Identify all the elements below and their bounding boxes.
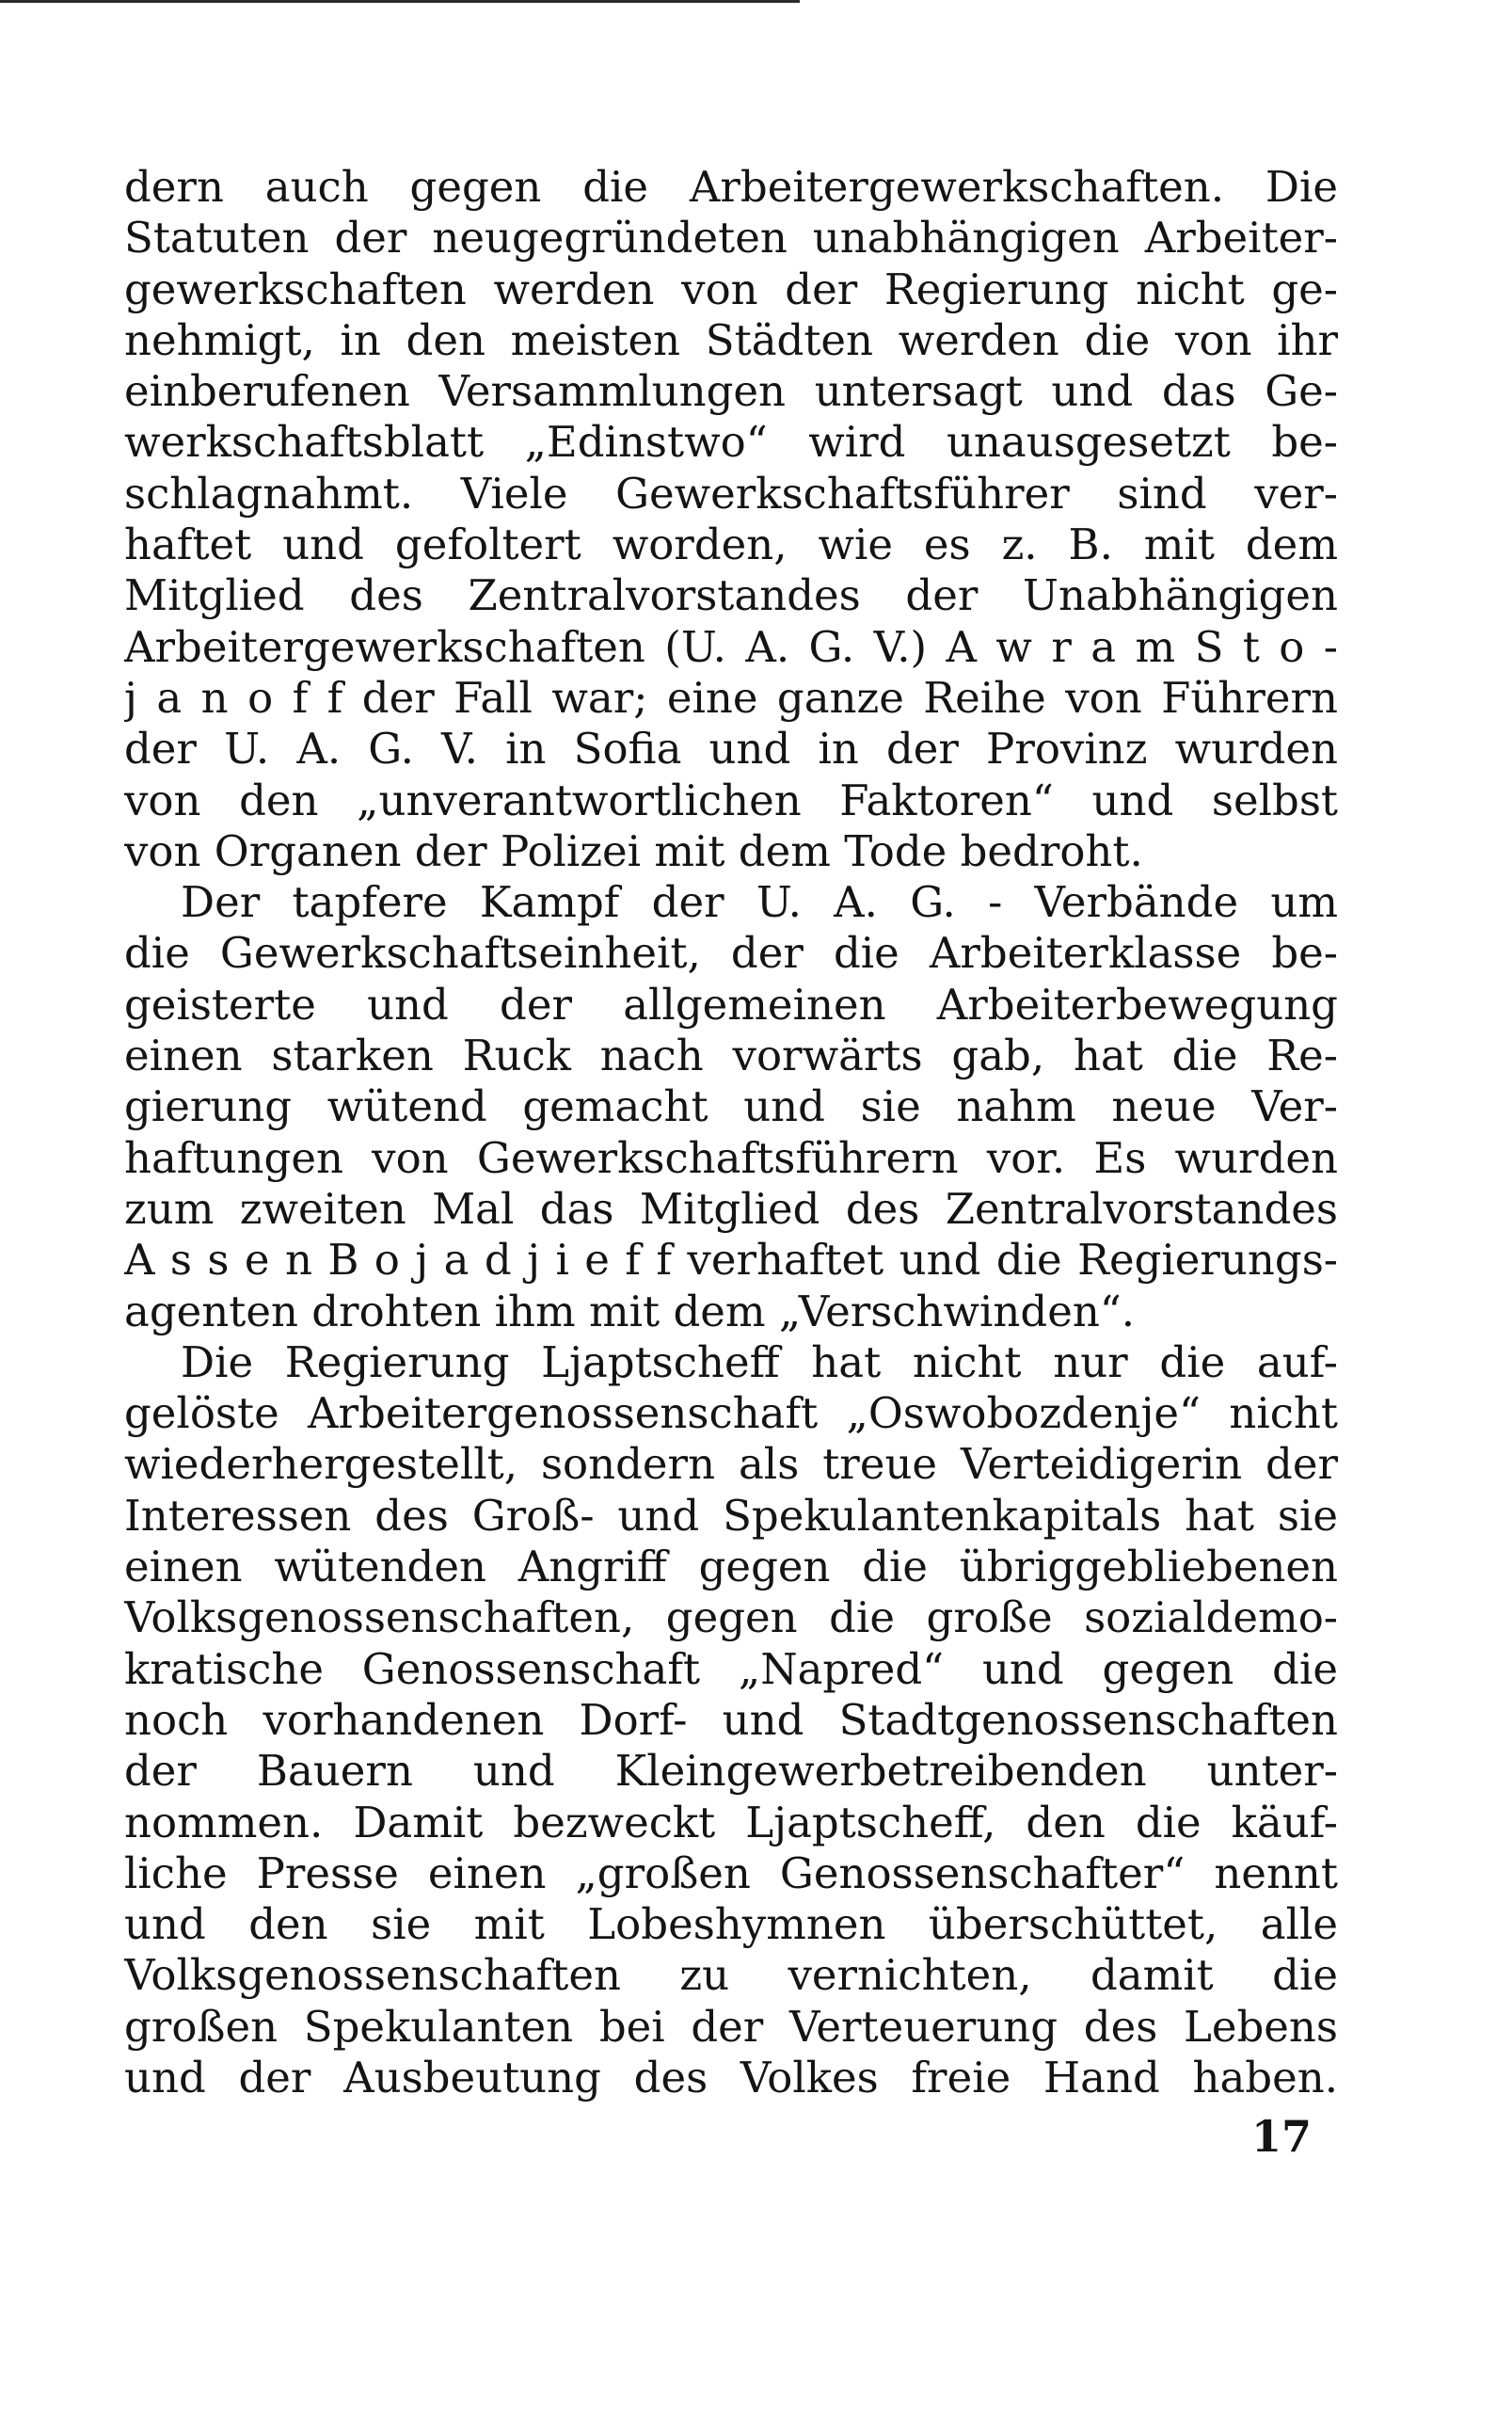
text-line: der U. A. G. V. in Sofia und in der Provinz wurden <box>124 724 1338 775</box>
text-line: Arbeitergewerkschaften (U. A. G. V.) A w r a m S t o - <box>124 621 1338 672</box>
text-line: schlagnahmt. Viele Gewerkschaftsführer sind ver- <box>124 468 1338 519</box>
text-line: haftet und gefoltert worden, wie es z. B. mit dem <box>124 520 1338 570</box>
text-line: die Gewerkschaftseinheit, der die Arbeiterklasse be- <box>124 928 1338 979</box>
text-line: und der Ausbeutung des Volkes freie Hand haben. <box>124 2052 1338 2102</box>
text-line: wiederhergestellt, sondern als treue Verteidigerin der <box>124 1439 1338 1490</box>
text-line: Interessen des Groß- und Spekulantenkapitals hat sie <box>124 1490 1338 1541</box>
paragraph-end-line: agenten drohten ihm mit dem „Verschwinden“. <box>124 1286 1136 1336</box>
text-line: liche Presse einen „großen Genossenschafter“ nennt <box>124 1847 1338 1898</box>
text-line: Volksgenossenschaften zu vernichten, damit die <box>124 1950 1338 2001</box>
text-line: großen Spekulanten bei der Verteuerung des Lebens <box>124 2001 1338 2052</box>
top-border-rule <box>0 0 800 3</box>
text-line: von den „unverantwortlichen Faktoren“ und selbst <box>124 775 1338 825</box>
text-line: gierung wütend gemacht und sie nahm neue Ver- <box>124 1081 1338 1132</box>
text-line: einberufenen Versammlungen untersagt und das Ge- <box>124 366 1338 417</box>
text-line: nehmigt, in den meisten Städten werden die von ihr <box>124 314 1338 365</box>
text-line: noch vorhandenen Dorf- und Stadtgenossenschaften <box>124 1694 1338 1745</box>
paragraph-start-line: Die Regierung Ljaptscheff hat nicht nur die auf- <box>181 1336 1338 1387</box>
text-line: nommen. Damit bezweckt Ljaptscheff, den die käuf- <box>124 1797 1338 1847</box>
text-line: und den sie mit Lobeshymnen überschüttet, alle <box>124 1899 1338 1950</box>
text-line: der Bauern und Kleingewerbetreibenden unter- <box>124 1746 1338 1797</box>
text-line: kratische Genossenschaft „Napred“ und gegen die <box>124 1643 1338 1694</box>
text-line: Statuten der neugegründeten unabhängigen Arbeiter- <box>124 213 1338 264</box>
paragraph-start-line: Der tapfere Kampf der U. A. G. - Verbände um <box>181 877 1338 928</box>
text-line: Volksgenossenschaften, gegen die große sozialdemo- <box>124 1592 1338 1643</box>
text-line: zum zweiten Mal das Mitglied des Zentralvorstandes <box>124 1183 1338 1234</box>
text-line: A s s e n B o j a d j i e f f verhaftet und die Regierungs- <box>124 1235 1338 1286</box>
text-line: gewerkschaften werden von der Regierung nicht ge- <box>124 264 1338 314</box>
text-line: gelöste Arbeitergenossenschaft „Oswobozdenje“ nicht <box>124 1388 1338 1439</box>
text-line: j a n o f f der Fall war; eine ganze Reihe von Führern <box>124 672 1338 723</box>
text-line: haftungen von Gewerkschaftsführern vor. Es wurden <box>124 1132 1338 1183</box>
text-line: Mitglied des Zentralvorstandes der Unabhängigen <box>124 570 1338 621</box>
text-line: einen wütenden Angriff gegen die übriggebliebenen <box>124 1542 1338 1592</box>
text-line: werkschaftsblatt „Edinstwo“ wird unausgesetzt be- <box>124 417 1338 468</box>
text-line: einen starken Ruck nach vorwärts gab, hat die Re- <box>124 1031 1338 1081</box>
text-line: geisterte und der allgemeinen Arbeiterbewegung <box>124 979 1338 1030</box>
page-number: 17 <box>1251 2111 1313 2162</box>
page-body-text <box>124 162 1338 2103</box>
text-line: dern auch gegen die Arbeitergewerkschaften. Die <box>124 162 1338 212</box>
paragraph-end-line: von Organen der Polizei mit dem Tode bedroht. <box>124 825 1143 876</box>
